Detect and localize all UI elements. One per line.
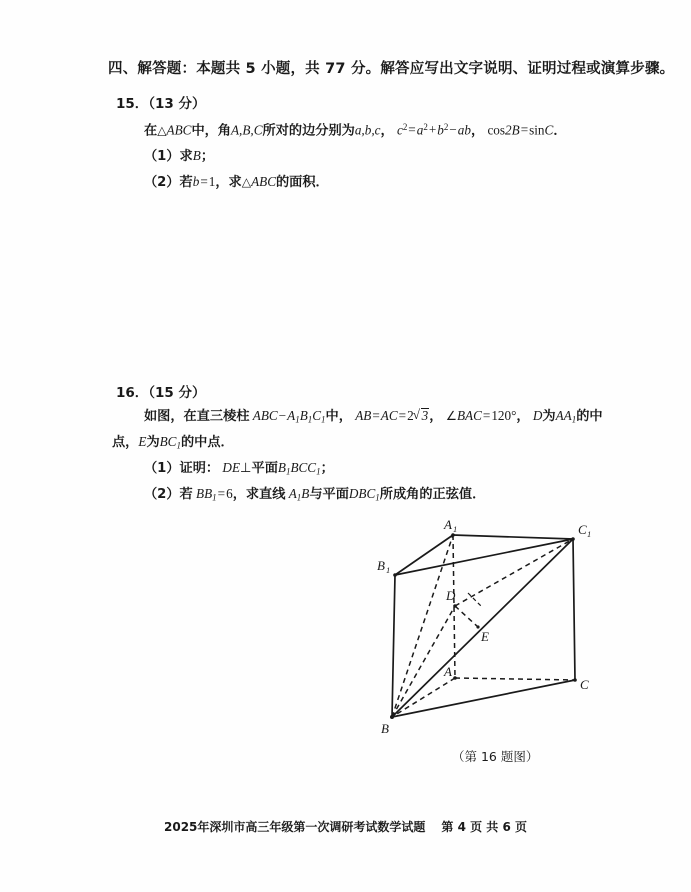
q15-part1-var: B — [192, 148, 201, 163]
label-B: B — [381, 721, 389, 736]
q16-prism-c1-sub: 1 — [321, 414, 326, 425]
q15-eq1-ab: ab — [457, 122, 471, 138]
q16-part2-dbc: DBC — [348, 486, 376, 501]
label-A1-sub: 1 — [453, 524, 458, 534]
vertex-dot-B1 — [393, 573, 397, 577]
q16-d-mid: 为 — [542, 409, 556, 424]
q15-eq2-sin: sin — [529, 122, 545, 138]
q16-eq-1: = — [372, 408, 380, 423]
q15-eq2-c: C — [544, 122, 554, 138]
edge-C1-C — [573, 539, 575, 680]
q16-prism-a1-sub: 1 — [295, 414, 300, 425]
question-15-part-1 — [144, 143, 214, 170]
q16-part2-mid: ，求直线 — [232, 487, 286, 502]
q16-part2-bb1: BB — [196, 486, 213, 501]
q15-part2-equals: = — [200, 174, 208, 189]
q16-eq-3: = — [482, 408, 491, 423]
edge-B-A1 — [392, 535, 453, 717]
q15-eq1-a: a — [416, 122, 424, 138]
q16-part2-dbc-sub: 1 — [375, 492, 380, 503]
q16-degree-value: 120° — [491, 408, 517, 423]
figure-caption: （第 16 题图） — [452, 749, 539, 764]
q16-bc1: BC — [159, 434, 177, 449]
q15-eq1-minus: − — [449, 122, 457, 138]
q16-ab: AB — [355, 408, 372, 423]
edge-B-C1 — [392, 539, 573, 717]
q16-part2-six: 6 — [226, 486, 233, 501]
q16-eq-2: = — [398, 408, 407, 423]
q15-eq1-b: b — [437, 122, 444, 138]
q16-part1-end: ； — [320, 461, 334, 476]
triangle-icon: △ — [157, 123, 167, 138]
q16-part2-a1: A — [288, 486, 297, 501]
q15-part1-end: ； — [200, 149, 214, 164]
q15-angles: A,B,C — [231, 122, 263, 138]
segment-D-E — [455, 606, 478, 627]
q16-stem-prefix: 如图，在直三棱柱 — [144, 409, 250, 424]
label-B1-sub: 1 — [386, 565, 391, 575]
footer-page-number: 第 4 页 共 6 页 — [441, 820, 527, 834]
label-C1: C — [578, 522, 587, 537]
q15-eq2-equals: = — [520, 122, 529, 138]
q16-prism-b1: B — [299, 408, 308, 423]
question-16-part-2 — [144, 481, 485, 511]
sqrt-icon — [414, 403, 430, 429]
angle-icon: ∠ — [445, 408, 457, 423]
perpendicular-icon: ⊥ — [240, 461, 252, 476]
q15-eq1-a-exp: 2 — [423, 122, 428, 132]
label-D: D — [446, 588, 456, 603]
label-C: C — [580, 677, 589, 692]
q15-part1-label: （1）求 — [144, 149, 193, 164]
vertex-dot-B — [390, 715, 394, 719]
q16-comma-1: ， — [429, 409, 443, 424]
section-heading-text: 四、解答题：本题共 5 小题，共 77 分。解答应写出文字说明、证明过程或演算步骤。 — [108, 61, 675, 77]
footer-title: 2025年深圳市高三年级第一次调研考试数学试题 — [164, 820, 426, 834]
vertex-dot-D — [453, 604, 457, 608]
q15-part2-b: b — [192, 174, 200, 189]
q15-stem-mid2: 所对的边分别为 — [262, 123, 355, 139]
edge-A1-C1 — [453, 535, 573, 539]
vertex-dot-A — [453, 676, 457, 680]
edge-B-C — [392, 680, 575, 717]
q16-prism-abc: ABC — [252, 408, 278, 423]
q15-eq1-equals: = — [408, 122, 416, 138]
question-15-number: 15．（13 分） — [116, 96, 206, 112]
q16-aa1: AA — [555, 408, 572, 423]
q15-sides: a,b,c — [354, 122, 381, 138]
q16-prism-a1: A — [287, 408, 296, 423]
q16-bc1-sub: 1 — [176, 440, 181, 451]
q15-eq1-b-exp: 2 — [443, 122, 449, 132]
page-footer — [0, 818, 691, 835]
q16-part2-label: （2）若 — [144, 487, 193, 502]
q15-part2-mid: ，求 — [215, 175, 242, 190]
q16-sqrt-radicand: 3 — [421, 408, 429, 423]
q16-part1-c1: C — [307, 460, 317, 475]
q16-prism-dash: − — [278, 408, 287, 423]
label-B1: B — [377, 558, 385, 573]
q16-part1-b1: B — [277, 460, 286, 475]
question-15-part-2 — [144, 169, 329, 196]
vertex-dot-C — [573, 678, 577, 682]
q16-stem2-mid: 为 — [146, 435, 160, 450]
label-C1-sub: 1 — [587, 529, 592, 539]
q16-stem-end-1: 的中 — [576, 409, 603, 424]
q15-stem-prefix: 在 — [144, 123, 158, 139]
q15-eq1-plus: + — [428, 122, 437, 138]
q15-stem-mid1: 中，角 — [191, 123, 231, 139]
prism-solid-edges — [392, 535, 575, 717]
vertex-dot-E — [476, 625, 479, 628]
q15-part2-one: 1 — [208, 174, 216, 189]
edge-B1-B — [392, 575, 395, 717]
q16-part1-b1-sub: 1 — [285, 466, 291, 477]
q16-part1-label: （1）证明： — [144, 461, 220, 476]
q16-prism-b1-sub: 1 — [307, 414, 313, 425]
q16-part2-b: B — [301, 486, 310, 501]
question-16-figure — [368, 508, 618, 758]
q16-prism-c1: C — [312, 408, 322, 423]
prism-diagram-svg — [368, 508, 618, 758]
q16-part1-bc: BC — [290, 460, 308, 475]
q15-comma-2: ， — [470, 123, 485, 139]
vertex-dot-C1 — [571, 537, 575, 541]
q15-comma-1: ， — [380, 123, 394, 139]
q16-part2-end: 所成角的正弦值． — [379, 487, 486, 502]
q16-part1-plane: 平面 — [251, 461, 278, 476]
question-15-stem — [144, 114, 567, 144]
q15-part2-abc: ABC — [251, 174, 276, 189]
q15-part2-end: 的面积． — [276, 175, 329, 190]
triangle-icon: △ — [241, 175, 252, 189]
label-A: A — [444, 664, 452, 679]
q16-stem2-prefix: 点， — [112, 435, 139, 450]
q16-point-e: E — [138, 434, 147, 449]
q16-aa1-sub: 1 — [571, 414, 577, 425]
label-E: E — [481, 629, 489, 644]
q15-stem-end: ． — [553, 123, 567, 139]
q15-eq2-2b: 2B — [505, 122, 520, 138]
q15-part2-label: （2）若 — [144, 175, 193, 190]
q15-abc: ABC — [166, 122, 192, 138]
q15-eq2-cos: cos — [487, 122, 506, 138]
q16-ac: AC — [380, 408, 398, 423]
q16-stem-mid: 中， — [325, 409, 352, 424]
q16-part2-equals: = — [217, 486, 226, 501]
q16-comma-2: ， — [516, 409, 530, 424]
q15-eq1-c: c — [396, 122, 403, 138]
q16-part1-c1-sub: 1 — [316, 466, 321, 477]
q16-point-d: D — [532, 408, 543, 423]
q16-part2-mid2: 与平面 — [309, 487, 349, 502]
section-heading — [108, 57, 674, 78]
q16-part2-a1-sub: 1 — [296, 492, 302, 503]
question-16-number: 16．（15 分） — [116, 385, 206, 401]
edge-A-C — [455, 678, 575, 680]
q16-bac: BAC — [456, 408, 482, 423]
q15-eq1-c-exp: 2 — [402, 122, 408, 132]
label-A1: A — [444, 517, 452, 532]
q16-coef-two: 2 — [407, 408, 414, 423]
q16-part2-bb1-sub: 1 — [212, 492, 217, 503]
q16-stem2-end: 的中点． — [180, 435, 234, 450]
q16-part1-de: DE — [222, 460, 241, 475]
